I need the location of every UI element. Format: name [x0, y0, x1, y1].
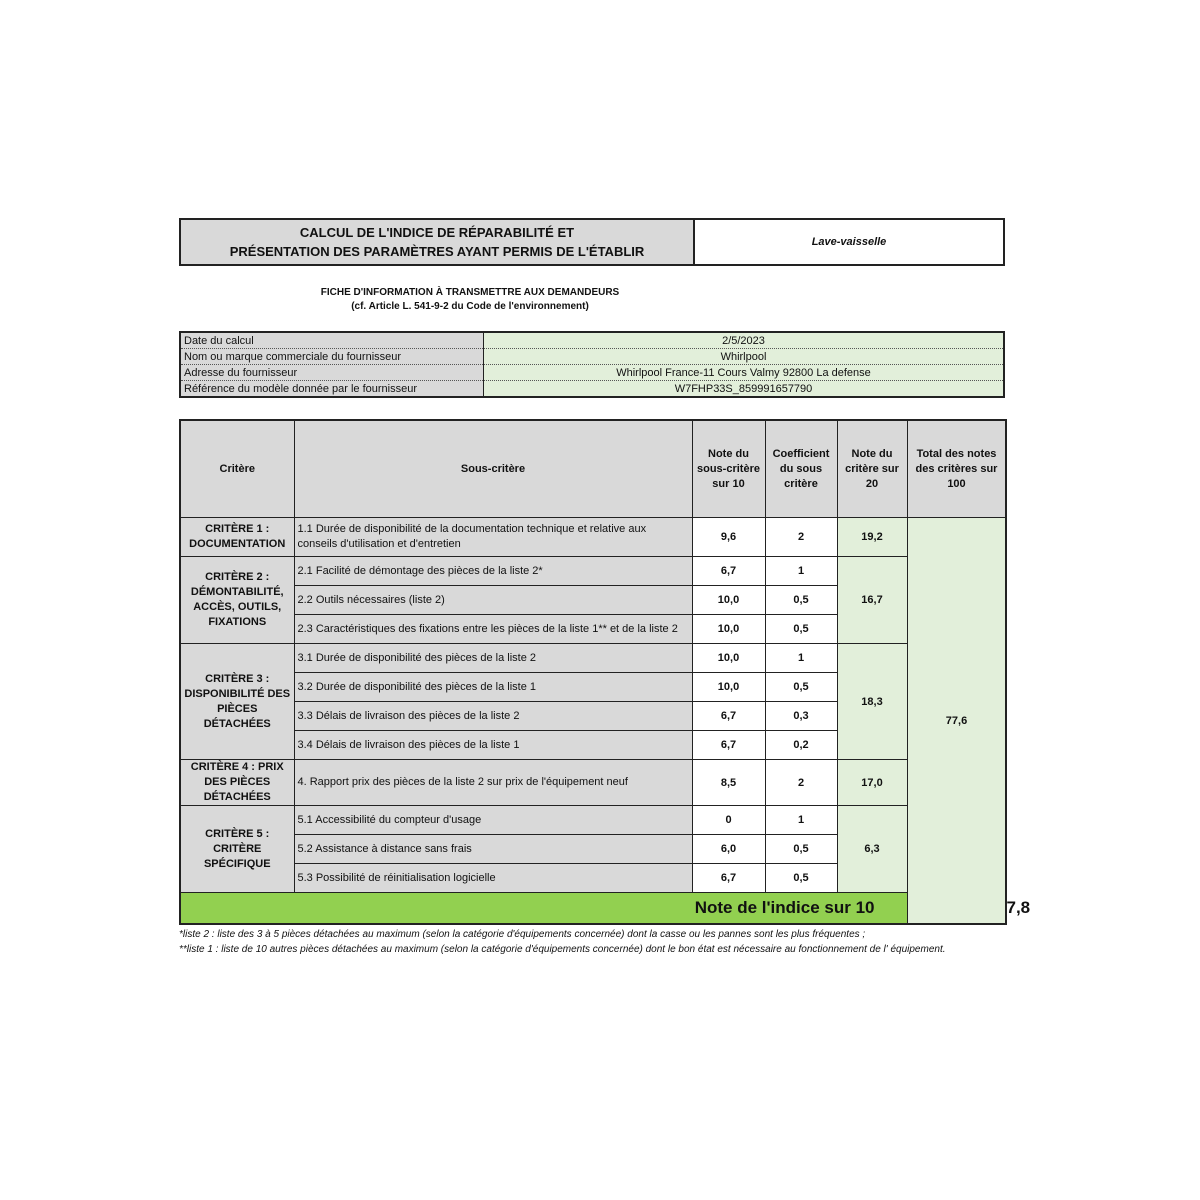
subcriterion-score: 6,7 — [692, 702, 765, 731]
criterion-score: 19,2 — [837, 518, 907, 557]
subcriterion-coefficient: 2 — [765, 518, 837, 557]
info-row — [180, 381, 1004, 398]
info-label: Adresse du fournisseur — [180, 365, 484, 381]
header-coefficient: Coefficient du sous critère — [765, 420, 837, 518]
info-row — [180, 365, 1004, 381]
subcriterion-label: 3.2 Durée de disponibilité des pièces de la liste 1 — [294, 673, 692, 702]
table-row — [180, 557, 1006, 586]
title-line-1: CALCUL DE L'INDICE DE RÉPARABILITÉ ET — [299, 225, 575, 240]
subcriterion-score: 0 — [692, 806, 765, 835]
criterion-name: CRITÈRE 5 : CRITÈRE SPÉCIFIQUE — [180, 806, 294, 893]
subcriterion-score: 8,5 — [692, 760, 765, 806]
subcriterion-score: 10,0 — [692, 644, 765, 673]
title-box — [179, 218, 1005, 266]
subcriterion-coefficient: 0,3 — [765, 702, 837, 731]
supplier-info-table — [179, 331, 1005, 398]
subcriterion-coefficient: 0,5 — [765, 586, 837, 615]
criterion-score: 18,3 — [837, 644, 907, 760]
subcriterion-coefficient: 0,2 — [765, 731, 837, 760]
subcriterion-score: 6,7 — [692, 731, 765, 760]
table-row — [180, 760, 1006, 806]
subcriterion-coefficient: 1 — [765, 806, 837, 835]
subcriterion-coefficient: 1 — [765, 557, 837, 586]
footnote-1: *liste 2 : liste des 3 à 5 pièces détachées au maximum (selon la catégorie d'équipements concernée) dont la casse ou les pannes sont les plus fréquentes ; — [179, 929, 866, 940]
info-label: Date du calcul — [180, 332, 484, 349]
subcriterion-score: 6,7 — [692, 864, 765, 893]
info-value: Whirlpool France-11 Cours Valmy 92800 La defense — [484, 365, 1005, 381]
info-row — [180, 349, 1004, 365]
subcriterion-label: 1.1 Durée de disponibilité de la documentation technique et relative aux conseils d'utilisation et d'entretien — [294, 518, 692, 557]
subcriterion-coefficient: 0,5 — [765, 864, 837, 893]
subcriterion-score: 6,0 — [692, 835, 765, 864]
subcriterion-label: 3.4 Délais de livraison des pièces de la liste 1 — [294, 731, 692, 760]
subcriterion-coefficient: 1 — [765, 644, 837, 673]
info-row — [180, 332, 1004, 349]
criterion-name: CRITÈRE 3 : DISPONIBILITÉ DES PIÈCES DÉTACHÉES — [180, 644, 294, 760]
header-sub-score: Note du sous-critère sur 10 — [692, 420, 765, 518]
table-row — [180, 644, 1006, 673]
score-table — [179, 419, 1031, 925]
subcriterion-label: 2.2 Outils nécessaires (liste 2) — [294, 586, 692, 615]
subcriterion-score: 10,0 — [692, 673, 765, 702]
criterion-name: CRITÈRE 2 : DÉMONTABILITÉ, ACCÈS, OUTILS, FIXATIONS — [180, 557, 294, 644]
final-score-label: Note de l'indice sur 10 — [180, 893, 907, 925]
subtitle-line-1: FICHE D'INFORMATION À TRANSMETTRE AUX DEMANDEURS — [320, 287, 620, 298]
total-score: 77,6 — [907, 518, 1006, 925]
title-line-2: PRÉSENTATION DES PARAMÈTRES AYANT PERMIS DE L'ÉTABLIR — [229, 244, 645, 259]
product-category: Lave-vaisselle — [811, 236, 887, 248]
subcriterion-label: 5.1 Accessibilité du compteur d'usage — [294, 806, 692, 835]
subtitle — [250, 286, 690, 314]
criterion-score: 16,7 — [837, 557, 907, 644]
criterion-score: 6,3 — [837, 806, 907, 893]
info-value: W7FHP33S_859991657790 — [484, 381, 1005, 398]
final-row: Note de l'indice sur 10 7,8 — [180, 893, 1006, 925]
criterion-name: CRITÈRE 1 : DOCUMENTATION — [180, 518, 294, 557]
subcriterion-coefficient: 0,5 — [765, 615, 837, 644]
info-value: Whirlpool — [484, 349, 1005, 365]
footnote-2: **liste 1 : liste de 10 autres pièces détachées au maximum (selon la catégorie d'équipements concernée) dont le bon état est nécessaire au fonctionnement de l' équipement. — [179, 944, 946, 955]
subcriterion-label: 5.2 Assistance à distance sans frais — [294, 835, 692, 864]
subcriterion-label: 2.3 Caractéristiques des fixations entre les pièces de la liste 1** et de la liste 2 — [294, 615, 692, 644]
subcriterion-score: 10,0 — [692, 586, 765, 615]
criterion-score: 17,0 — [837, 760, 907, 806]
header-criterion: Critère — [180, 420, 294, 518]
header-subcriterion: Sous-critère — [294, 420, 692, 518]
subcriterion-label: 3.1 Durée de disponibilité des pièces de la liste 2 — [294, 644, 692, 673]
subcriterion-coefficient: 0,5 — [765, 835, 837, 864]
header-total: Total des notes des critères sur 100 — [907, 420, 1006, 518]
info-label: Nom ou marque commerciale du fournisseur — [180, 349, 484, 365]
header-row — [180, 420, 1006, 518]
title — [181, 220, 695, 264]
subcriterion-score: 9,6 — [692, 518, 765, 557]
criterion-name: CRITÈRE 4 : PRIX DES PIÈCES DÉTACHÉES — [180, 760, 294, 806]
subcriterion-label: 5.3 Possibilité de réinitialisation logicielle — [294, 864, 692, 893]
subcriterion-label: 2.1 Facilité de démontage des pièces de la liste 2* — [294, 557, 692, 586]
table-row — [180, 518, 1006, 557]
subcriterion-coefficient: 2 — [765, 760, 837, 806]
subcriterion-score: 6,7 — [692, 557, 765, 586]
subcriterion-label: 3.3 Délais de livraison des pièces de la liste 2 — [294, 702, 692, 731]
subtitle-line-2: (cf. Article L. 541-9-2 du Code de l'environnement) — [351, 301, 589, 312]
info-value: 2/5/2023 — [484, 332, 1005, 349]
header-criterion-score: Note du critère sur 20 — [837, 420, 907, 518]
subcriterion-coefficient: 0,5 — [765, 673, 837, 702]
subcriterion-label: 4. Rapport prix des pièces de la liste 2 sur prix de l'équipement neuf — [294, 760, 692, 806]
footnotes — [179, 927, 1005, 957]
table-row — [180, 806, 1006, 835]
subcriterion-score: 10,0 — [692, 615, 765, 644]
info-label: Référence du modèle donnée par le fournisseur — [180, 381, 484, 398]
